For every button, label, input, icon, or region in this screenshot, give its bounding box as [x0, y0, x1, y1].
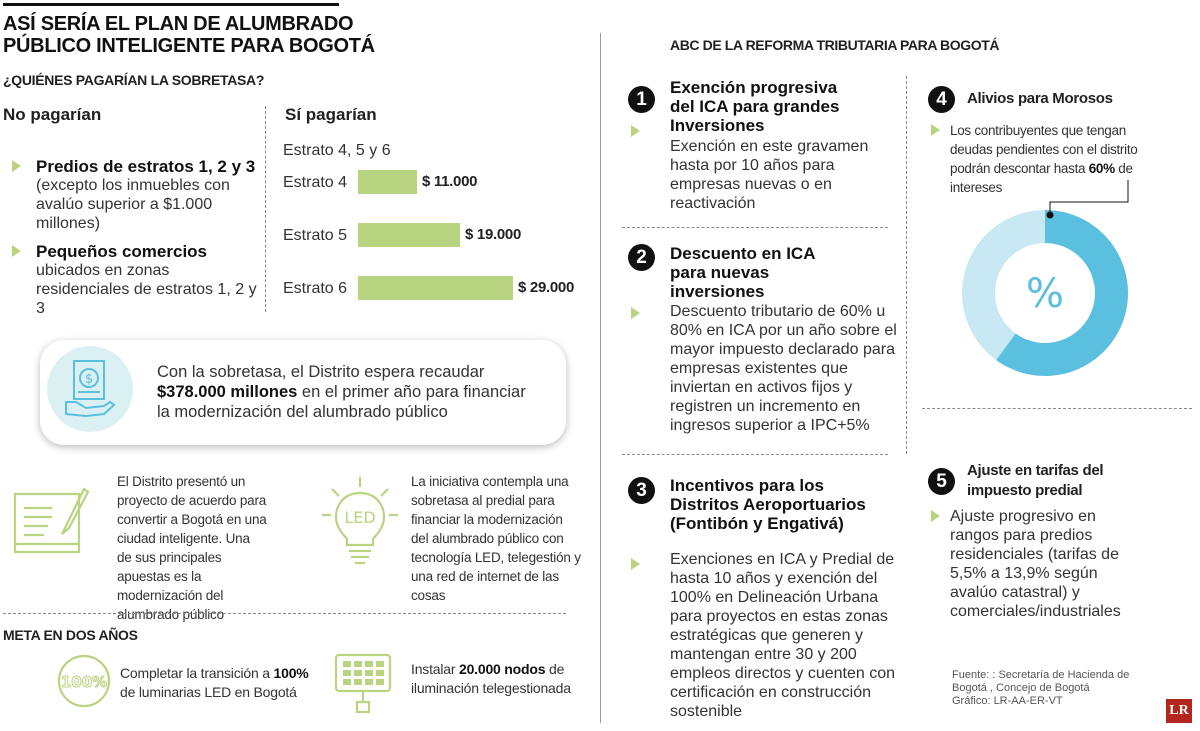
- item-4-body-bold: 60%: [1088, 161, 1115, 176]
- item-1-body: Exención en este gravamen hasta por 10 años para empresas nuevas o en reactivación: [670, 138, 869, 212]
- bar-mark: [358, 170, 417, 194]
- exempt-item-2: [36, 242, 261, 318]
- led-icon-text: LED: [344, 508, 376, 527]
- exempt-item-2-title: Pequeños comercios: [36, 242, 208, 261]
- right-column-divider: [906, 76, 907, 454]
- bar-value-label: $ 11.000: [422, 173, 478, 190]
- goal2-pre: Instalar: [411, 661, 459, 677]
- exempt-item-2-detail: ubicados en zonas residenciales de estratos 1, 2 y 3: [36, 262, 257, 317]
- item-divider: [622, 454, 888, 455]
- bullet-triangle-icon: [631, 558, 640, 570]
- item-5-body: Ajuste progresivo en rangos para predios residenciales (tarifas de 5,5% a 13,9% según avalúo catastral) y comerciales/industriales: [950, 508, 1121, 620]
- info-smart-city: El Distrito presentó un proyecto de acuerdo para convertir a Bogotá en una ciudad inteligente. Una de sus principales apuestas es la modernización del alumbrado público: [117, 474, 267, 622]
- revenue-line2: en el primer año para financiar: [297, 383, 526, 401]
- goal-led-transition: [120, 664, 310, 702]
- donut-percent-symbol: %: [1025, 271, 1065, 317]
- source-line1: Fuente: : Secretaría de Hacienda de: [952, 669, 1130, 681]
- led-panel-icon: [333, 652, 393, 714]
- surcharge-question: ¿QUIÉNES PAGARÍAN LA SOBRETASA?: [3, 72, 265, 88]
- si-pagarian-heading: Sí pagarían: [285, 105, 377, 124]
- bullet-triangle-icon: [12, 160, 21, 172]
- source-credits: [952, 669, 1129, 708]
- donut-callout-line: [1050, 180, 1128, 215]
- item-divider: [622, 227, 888, 228]
- si-pagarian-subheading: Estrato 4, 5 y 6: [283, 142, 391, 159]
- bar-value-label: $ 19.000: [465, 226, 521, 243]
- section-divider: [3, 613, 566, 614]
- no-pagarian-heading: No pagarían: [3, 105, 102, 124]
- led-bulb-icon: [320, 475, 400, 567]
- item-number-2: 2: [628, 244, 655, 271]
- bullet-triangle-icon: [631, 307, 640, 319]
- surcharge-bar-chart: [283, 170, 583, 315]
- goal2-bold: 20.000 nodos: [459, 661, 546, 677]
- revenue-highlight-text: [157, 362, 557, 422]
- revenue-amount: $378.000 millones: [157, 383, 298, 401]
- exempt-item-1-title: Predios de estratos 1, 2 y 3: [36, 157, 256, 176]
- page-title-line1: ASÍ SERÍA EL PLAN DE ALUMBRADO: [3, 13, 354, 35]
- goal2-mid: de: [545, 661, 565, 677]
- bullet-triangle-icon: [12, 245, 21, 257]
- item-2-body: Descuento tributario de 60% u 80% en ICA por un año sobre el mayor impuesto declarado para empresas existentes que inviertan en activos fijos y registren un incremento en ingresos superior a IPC+5%: [670, 303, 897, 434]
- page-title-line2: PÚBLICO INTELIGENTE PARA BOGOTÁ: [3, 35, 375, 57]
- goal1-pre: Completar la transición a: [120, 665, 274, 681]
- item-number-5: 5: [928, 468, 955, 495]
- svg-text:$: $: [84, 372, 94, 387]
- hundred-percent-icon: [56, 653, 112, 709]
- item-1-title: Exención progresiva del ICA para grandes Inversiones: [670, 78, 840, 135]
- bar-category-label: Estrato 6: [283, 280, 348, 297]
- goal1-bold: 100%: [273, 665, 309, 681]
- revenue-line3: la modernización del alumbrado público: [157, 403, 448, 421]
- item-3-title: Incentivos para los Distritos Aeroportuarios (Fontibón y Engativá): [670, 476, 866, 533]
- item-4-title: Alivios para Morosos: [967, 90, 1113, 107]
- item-number-1: 1: [628, 86, 655, 113]
- goal1-post: de luminarias LED en Bogotá: [120, 684, 297, 700]
- column-divider: [265, 106, 266, 312]
- bar-category-label: Estrato 4: [283, 174, 348, 191]
- goal2-post: iluminación telegestionada: [411, 680, 571, 696]
- lr-logo: LR: [1166, 699, 1192, 723]
- panel-divider: [600, 33, 601, 723]
- donut-callout-dot: [1047, 212, 1054, 219]
- hundred-percent-icon-text: 100%: [60, 673, 108, 691]
- item-number-3: 3: [628, 477, 655, 504]
- exempt-item-1-detail: (excepto los inmuebles con avalúo superior a $1.000 millones): [36, 177, 230, 232]
- item-3-body: Exenciones en ICA y Predial de hasta 10 años y exención del 100% en Delineación Urbana para proyectos en estas zonas estratégicas que generen y mantengan entre 30 y 200 empleos directos y cuenten con certificación en construcción sostenible: [670, 551, 896, 720]
- exempt-item-1: [36, 157, 261, 233]
- source-line2: Bogotá , Concejo de Bogotá: [952, 682, 1090, 694]
- item-2-title: Descuento en ICA para nuevas inversiones: [670, 244, 815, 301]
- title-top-rule: [3, 3, 339, 6]
- page-title: [3, 13, 375, 57]
- money-document-icon: [60, 356, 120, 420]
- bullet-triangle-icon: [931, 510, 940, 522]
- bar-mark: [358, 276, 513, 300]
- bullet-triangle-icon: [931, 124, 940, 136]
- item-divider: [922, 408, 1192, 409]
- item-number-4: 4: [928, 86, 955, 113]
- source-line3: Gráfico: LR-AA-ER-VT: [952, 695, 1063, 707]
- item-5-title: Ajuste en tarifas del impuesto predial: [967, 462, 1104, 499]
- reform-title: ABC DE LA REFORMA TRIBUTARIA PARA BOGOTÁ: [670, 37, 1000, 53]
- item-4-body-post: de intereses: [950, 161, 1133, 195]
- goal-telemanaged-nodes: [411, 660, 591, 698]
- bullet-triangle-icon: [631, 125, 640, 137]
- bar-value-label: $ 29.000: [518, 279, 574, 296]
- item-4-body-pre: Los contribuyentes que tengan deudas pendientes con el distrito podrán descontar hasta: [950, 123, 1138, 176]
- revenue-line1: Con la sobretasa, el Distrito espera recaudar: [157, 363, 485, 381]
- info-led-initiative: La iniciativa contempla una sobretasa al predial para financiar la modernización del alumbrado público con tecnología LED, telegestión y una red de internet de las cosas: [411, 474, 581, 603]
- interest-discount-donut-chart: [950, 180, 1140, 385]
- bar-category-label: Estrato 5: [283, 227, 348, 244]
- bar-mark: [358, 223, 460, 247]
- document-pen-icon: [12, 486, 90, 556]
- meta-heading: META EN DOS AÑOS: [3, 627, 138, 643]
